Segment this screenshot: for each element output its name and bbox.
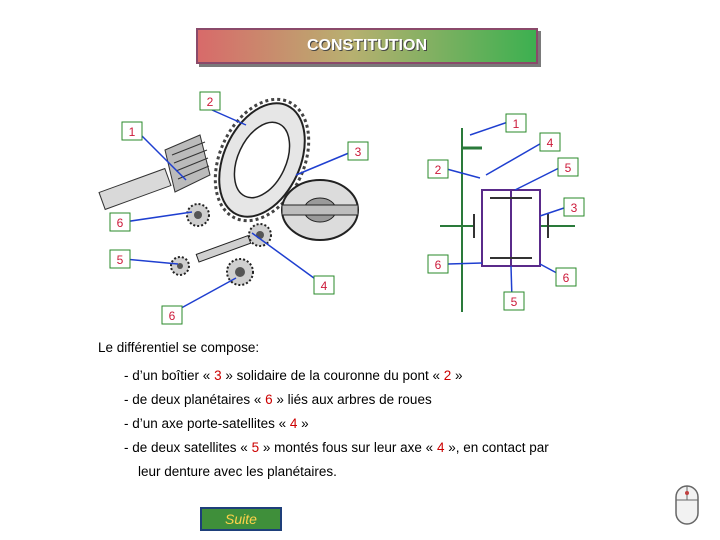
callout-left-1 [122, 122, 142, 140]
mouse-icon [674, 484, 700, 526]
list-item: - de deux planétaires « 6 » liés aux arbres de roues [124, 392, 432, 407]
satellite-axle-illustration [196, 236, 250, 262]
satellite-gear-illustration-2 [171, 257, 189, 275]
callout-left-6b [162, 306, 182, 324]
svg-text:3: 3 [354, 145, 362, 159]
callout-right-1 [506, 114, 526, 132]
svg-text:6: 6 [562, 271, 570, 285]
callout-right-4 [540, 133, 560, 151]
description [98, 340, 259, 369]
callout-left-3 [348, 142, 368, 160]
svg-text:6: 6 [434, 258, 442, 272]
callout-left-6a [110, 213, 130, 231]
differential-case-illustration [282, 180, 358, 240]
callout-left-4 [314, 276, 334, 294]
callout-right-5a [558, 158, 578, 176]
list-item-continuation: leur denture avec les planétaires. [138, 464, 337, 479]
svg-text:1: 1 [512, 117, 520, 131]
list-item: - d’un axe porte-satellites « 4 » [124, 416, 309, 431]
svg-text:3: 3 [570, 201, 578, 215]
callout-left-5 [110, 250, 130, 268]
planetary-gear-illustration-1 [187, 204, 209, 226]
svg-text:5: 5 [510, 295, 518, 309]
svg-text:5: 5 [116, 253, 124, 267]
next-button[interactable]: Suite [200, 507, 282, 531]
callout-right-3 [564, 198, 584, 216]
satellite-gear-illustration-1 [249, 224, 271, 246]
svg-text:5: 5 [564, 161, 572, 175]
svg-text:1: 1 [128, 125, 136, 139]
callout-right-5b [504, 292, 524, 310]
svg-text:6: 6 [116, 216, 124, 230]
intro-text: Le différentiel se compose: [98, 340, 260, 355]
list-item: - de deux satellites « 5 » montés fous sur leur axe « 4 », en contact par [124, 440, 549, 455]
svg-text:2: 2 [206, 95, 214, 109]
list-item: - d’un boîtier « 3 » solidaire de la couronne du pont « 2 » [124, 368, 463, 383]
svg-text:4: 4 [320, 279, 328, 293]
svg-text:2: 2 [434, 163, 442, 177]
callout-right-6a [428, 255, 448, 273]
svg-text:4: 4 [546, 136, 554, 150]
schematic-diagram [440, 128, 575, 312]
callout-right-2 [428, 160, 448, 178]
page-title: CONSTITUTION [196, 28, 538, 64]
pinion-shaft-illustration [99, 135, 210, 209]
callout-right-6b [556, 268, 576, 286]
svg-text:6: 6 [168, 309, 176, 323]
callout-left-2 [200, 92, 220, 110]
